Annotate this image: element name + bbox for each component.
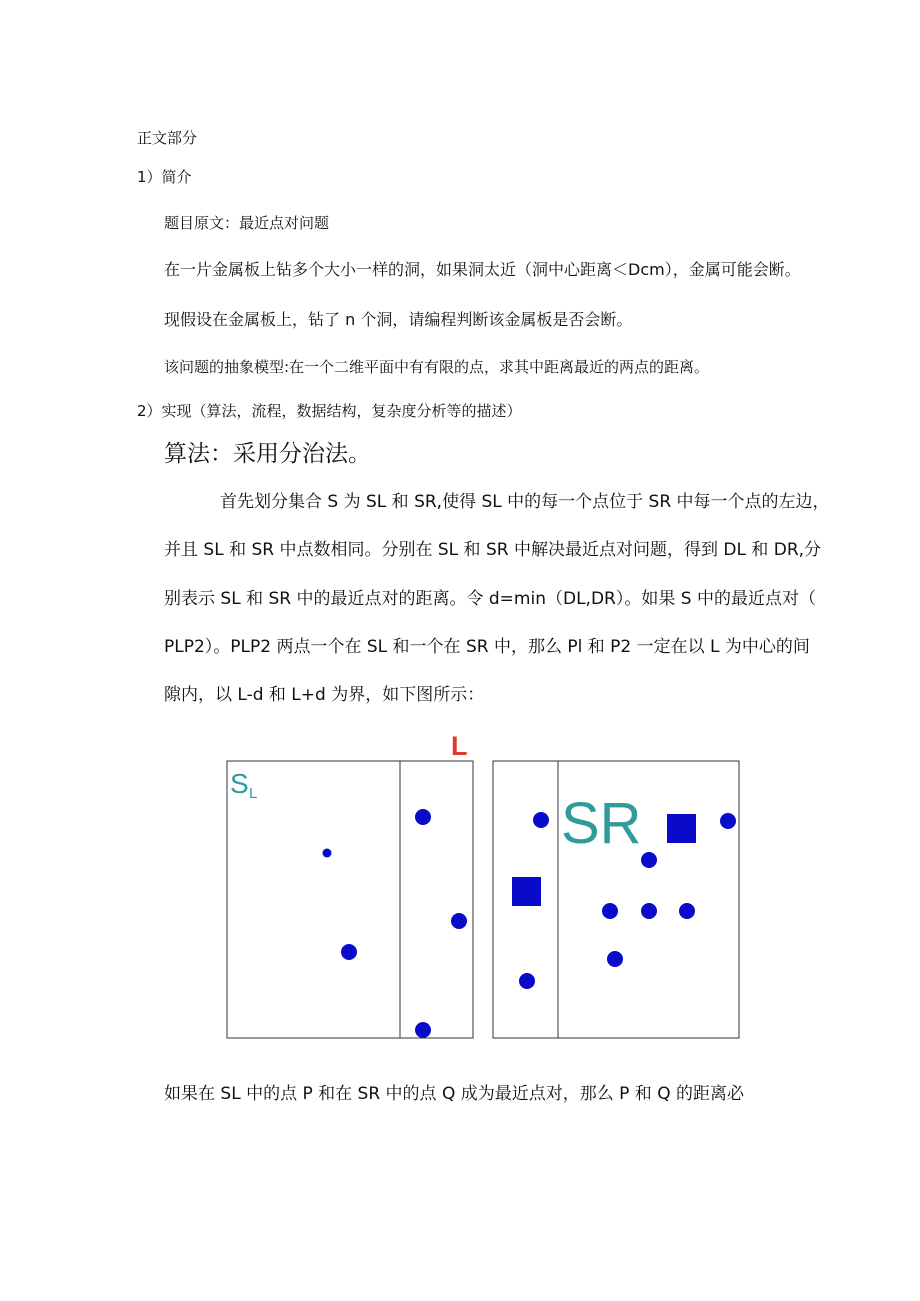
label-SR: SR (561, 791, 642, 856)
point (607, 951, 623, 967)
body-line-3: 别表示 SL 和 SR 中的最近点对的距离。令 d=min（DL,DR）。如果 S 中的最近点对（ (164, 589, 816, 609)
point (451, 913, 467, 929)
impl-heading: 2）实现（算法，流程，数据结构，复杂度分析等的描述） (137, 402, 522, 420)
square-point (667, 814, 696, 843)
point (415, 1022, 431, 1038)
body-line-5: 隙内，以 L-d 和 L+d 为界，如下图所示： (164, 685, 485, 705)
label-SL-S: S (230, 768, 249, 799)
point (602, 903, 618, 919)
body-line-4: PLP2）。PLP2 两点一个在 SL 和一个在 SR 中，那么 Pl 和 P2 一定在以 L 为中心的间 (164, 637, 810, 657)
intro-paragraph-1: 在一片金属板上钻多个大小一样的洞，如果洞太近（洞中心距离＜Dcm），金属可能会断。 (164, 260, 801, 279)
body-line-2: 并且 SL 和 SR 中点数相同。分别在 SL 和 SR 中解决最近点对问题，得到 DL 和 DR,分 (164, 540, 822, 560)
algorithm-title: 算法：采用分治法。 (164, 441, 371, 467)
intro-paragraph-3: 该问题的抽象模型:在一个二维平面中有有限的点，求其中距离最近的两点的距离。 (164, 358, 710, 376)
square-point (512, 877, 541, 906)
point (641, 903, 657, 919)
label-SL-subscript: L (249, 785, 258, 802)
intro-heading: 1）简介 (137, 168, 192, 186)
point (720, 813, 736, 829)
point (519, 973, 535, 989)
body-line-1: 首先划分集合 S 为 SL 和 SR,使得 SL 中的每一个点位于 SR 中每一个点的左边， (220, 492, 830, 512)
closing-line: 如果在 SL 中的点 P 和在 SR 中的点 Q 成为最近点对，那么 P 和 Q 的距离必 (164, 1084, 744, 1104)
point (415, 809, 431, 825)
intro-paragraph-2: 现假设在金属板上，钻了 n 个洞，请编程判断该金属板是否会断。 (164, 310, 633, 329)
section-title: 正文部分 (137, 129, 198, 147)
point (641, 852, 657, 868)
left-panel-frame (227, 761, 473, 1038)
point (341, 944, 357, 960)
label-L: L (451, 731, 468, 761)
point (533, 812, 549, 828)
point (323, 849, 332, 858)
point (679, 903, 695, 919)
problem-title: 题目原文：最近点对问题 (164, 214, 330, 232)
